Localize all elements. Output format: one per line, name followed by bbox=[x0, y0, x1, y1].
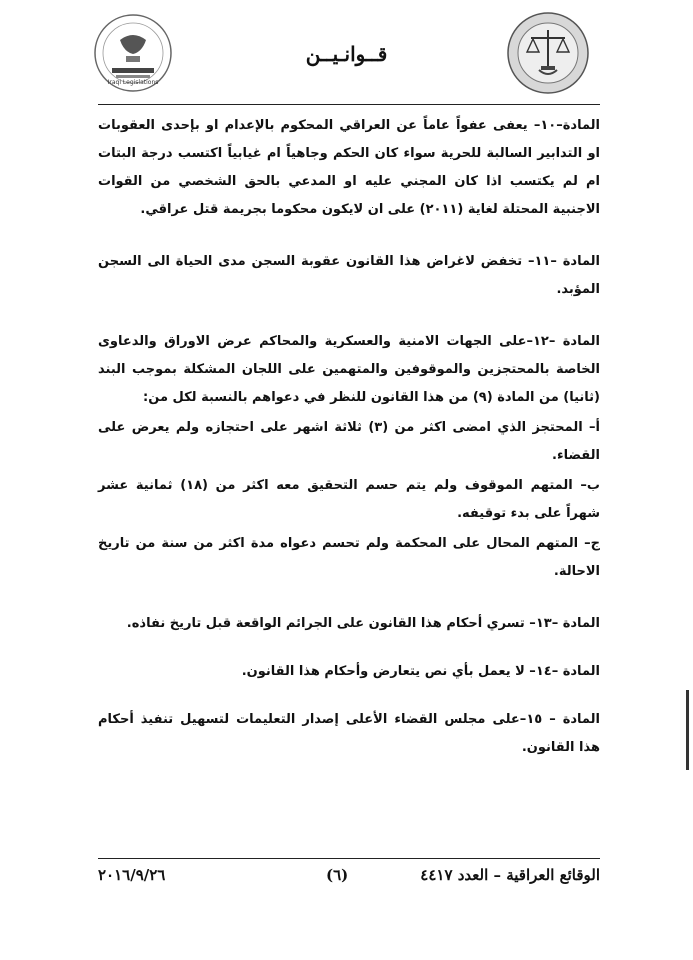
logo-caption: Iraqi Legislations bbox=[107, 79, 159, 86]
article-10: المادة–١٠– يعفى عفواً عاماً عن العراقي المحكوم بالإعدام او بإحدى العقوبات او التدابير السالبة للحرية سواء كان الحكم وجاهياً ام غيابياً اكتسب درجة البتات ام لم يكتسب اذا كان المجني عليه او المدعي بالحق الشخصي من القوات الاجنبية المحتلة لغاية (٢٠١١) على ان لايكون محكوما بجريمة قتل عراقي. bbox=[98, 118, 600, 217]
footer-gazette: الوقائع العراقية – العدد ٤٤١٧ bbox=[420, 866, 600, 884]
ministry-of-justice-seal bbox=[505, 10, 591, 96]
article-13: المادة –١٣– تسري أحكام هذا القانون على الجرائم الواقعة قبل تاريخ نفاذه. bbox=[126, 616, 600, 631]
article-12: المادة –١٢–على الجهات الامنية والعسكرية والمحاكم عرض الاوراق والدعاوى الخاصة بالمحتجزين والموقوفين والمتهمين على اللجان المشكلة بموجب البند (ثانيا) من المادة (٩) من هذا القانون للنظر في دعواهم بالنسبة لكل من: bbox=[98, 334, 600, 405]
document-body bbox=[98, 112, 600, 762]
footer-page-number: (٦) bbox=[326, 866, 349, 884]
article-12-item-a: أ– المحتجز الذي امضى اكثر من (٣) ثلاثة اشهر على احتجازه ولم يعرض على القضاء. bbox=[98, 420, 601, 463]
footer-date: ٢٠١٦/٩/٢٦ bbox=[98, 866, 166, 884]
page-title: قــوانـيــن bbox=[305, 42, 388, 66]
header-divider bbox=[98, 104, 600, 105]
scan-edge-mark bbox=[686, 690, 689, 770]
article-14: المادة –١٤– لا يعمل بأي نص يتعارض وأحكام هذا القانون. bbox=[241, 664, 600, 679]
article-12-item-b: ب– المتهم الموقوف ولم يتم حسم التحقيق معه اكثر من (١٨) ثمانية عشر شهراً على بدء توقيفه. bbox=[98, 478, 600, 521]
ministry-of-justice-seal-icon bbox=[505, 10, 591, 96]
article-15: المادة – ١٥–على مجلس القضاء الأعلى إصدار التعليمات لتسهيل تنفيذ أحكام هذا القانون. bbox=[98, 712, 600, 755]
footer-divider bbox=[98, 858, 600, 859]
page-footer bbox=[98, 862, 600, 892]
article-12-item-c: ج– المتهم المحال على المحكمة ولم تحسم دعواه مدة اكثر من سنة من تاريخ الاحالة. bbox=[98, 536, 600, 579]
article-11: المادة –١١– تخفض لاغراض هذا القانون عقوبة السجن مدى الحياة الى السجن المؤبد. bbox=[98, 254, 600, 297]
